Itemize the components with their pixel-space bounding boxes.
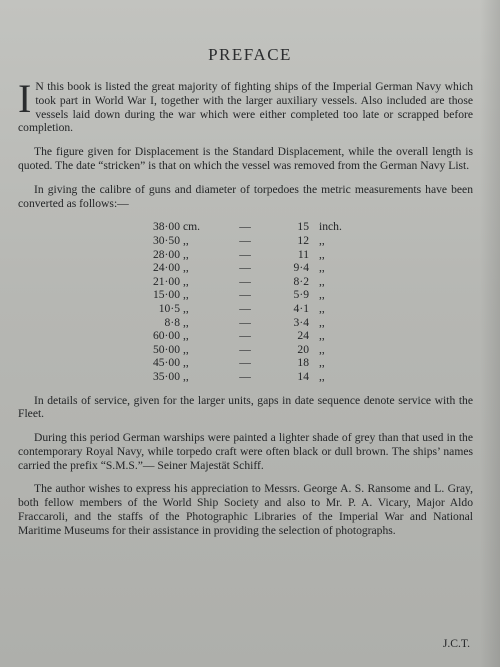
equals-dash: —	[239, 220, 251, 234]
equals-dash: —	[239, 261, 251, 275]
paragraph-displacement: The figure given for Displacement is the Standard Displacement, while the overall length is quoted. The date “stricken” is that on which the vessel was removed from the German Navy List.	[18, 145, 473, 172]
cm-value: 8·8	[164, 315, 180, 329]
equals-dash: —	[239, 315, 251, 329]
equals-dash: —	[239, 247, 251, 261]
conversion-table	[144, 220, 359, 383]
conversion-row	[144, 302, 359, 316]
conversion-row	[144, 288, 359, 302]
inch-unit: ,,	[319, 288, 325, 302]
inch-unit: ,,	[319, 247, 325, 261]
inch-value: 11	[297, 247, 309, 261]
conversion-row	[144, 370, 359, 384]
cm-value: 38·00	[152, 220, 180, 234]
cm-value: 60·00	[152, 329, 180, 343]
conversion-row	[144, 261, 359, 275]
cm-value: 10·5	[158, 301, 180, 315]
inch-unit: ,,	[319, 356, 325, 370]
conversion-row	[144, 275, 359, 289]
conversion-row	[144, 329, 359, 343]
cm-unit: ,,	[183, 342, 189, 356]
equals-dash: —	[239, 233, 251, 247]
inch-unit: ,,	[319, 329, 325, 343]
cm-unit: ,,	[183, 247, 189, 261]
equals-dash: —	[239, 301, 251, 315]
inch-value: 3·4	[293, 315, 309, 329]
inch-value: 9·4	[293, 261, 309, 275]
inch-unit: ,,	[319, 369, 325, 383]
cm-unit: ,,	[183, 261, 189, 275]
drop-cap: I	[18, 76, 32, 121]
inch-value: 15	[297, 220, 309, 234]
author-initials: J.C.T.	[442, 637, 470, 650]
cm-value: 35·00	[152, 369, 180, 383]
inch-value: 4·1	[293, 301, 309, 315]
paragraph-acknowledgements: The author wishes to express his appreciation to Messrs. George A. S. Ransome and L. Gray, both fellow members of the World Ship Society and also to Mr. P. A. Vicary, Major Aldo Fraccaroli, and the staffs of the Photographic Libraries of the Imperial War and National Maritime Museums for their assistance in providing the selection of photographs.	[18, 482, 473, 537]
inch-unit: ,,	[319, 274, 325, 288]
cm-value: 50·00	[152, 342, 180, 356]
cm-unit: ,,	[183, 369, 189, 383]
cm-unit: ,,	[183, 301, 189, 315]
page-edge-shadow	[480, 0, 500, 667]
preface-body	[18, 76, 473, 548]
inch-value: 20	[297, 342, 309, 356]
inch-unit: ,,	[319, 315, 325, 329]
inch-value: 5·9	[293, 288, 309, 302]
paragraph-intro-text: N this book is listed the great majority of fighting ships of the Imperial German Navy which took part in World War I, together with the larger auxiliary vessels. Also included are those vessels laid down during the war which were either completed too late or scrapped before completion.	[18, 80, 473, 135]
inch-value: 18	[297, 356, 309, 370]
paragraph-calibre: In giving the calibre of guns and diameter of torpedoes the metric measurements have been converted as follows:—	[18, 182, 473, 210]
cm-value: 30·50	[152, 233, 180, 247]
inch-unit: ,,	[319, 233, 325, 247]
inch-value: 24	[297, 329, 309, 343]
inch-unit: ,,	[319, 342, 325, 356]
inch-unit: ,,	[319, 261, 325, 275]
equals-dash: —	[239, 356, 251, 370]
inch-value: 12	[297, 233, 309, 247]
equals-dash: —	[239, 342, 251, 356]
cm-unit: ,,	[183, 329, 189, 343]
cm-value: 21·00	[152, 274, 180, 288]
paragraph-intro	[18, 76, 473, 135]
cm-unit: ,,	[183, 274, 189, 288]
equals-dash: —	[239, 274, 251, 288]
cm-value: 28·00	[152, 247, 180, 261]
cm-unit: cm.	[183, 220, 201, 234]
inch-value: 14	[297, 369, 309, 383]
cm-value: 24·00	[152, 261, 180, 275]
equals-dash: —	[239, 288, 251, 302]
paragraph-paint: During this period German warships were painted a lighter shade of grey than that used in the contemporary Royal Navy, while torpedo craft were often black or dull brown. The ships’ names carried the prefix “S.M.S.”— Seiner Majestät Schiff.	[18, 431, 473, 472]
equals-dash: —	[239, 369, 251, 383]
conversion-row	[144, 220, 359, 234]
equals-dash: —	[239, 329, 251, 343]
conversion-row	[144, 356, 359, 370]
inch-value: 8·2	[293, 274, 309, 288]
cm-value: 45·00	[152, 356, 180, 370]
page-title: PREFACE	[208, 45, 292, 64]
paragraph-service: In details of service, given for the larger units, gaps in date sequence denote service with the Fleet.	[18, 393, 473, 421]
conversion-row	[144, 234, 359, 248]
inch-unit: inch.	[319, 220, 342, 234]
cm-unit: ,,	[183, 288, 189, 302]
inch-unit: ,,	[319, 301, 325, 315]
cm-unit: ,,	[183, 233, 189, 247]
cm-value: 15·00	[152, 288, 180, 302]
cm-unit: ,,	[183, 356, 189, 370]
conversion-row	[144, 343, 359, 357]
conversion-row	[144, 248, 359, 262]
cm-unit: ,,	[183, 315, 189, 329]
conversion-row	[144, 316, 359, 330]
